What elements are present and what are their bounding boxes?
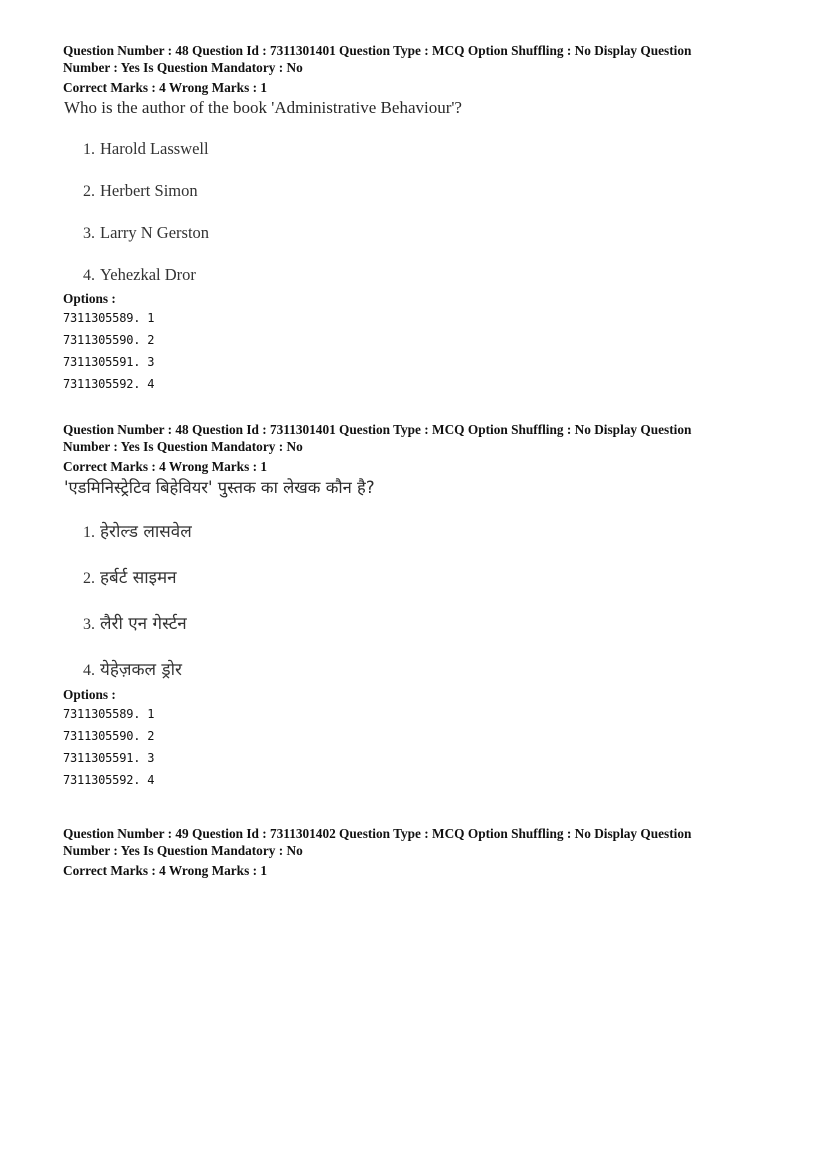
answer-option-4	[83, 244, 783, 286]
option-id-row: 7311305591. 3	[63, 355, 155, 369]
option-id-row: 7311305590. 2	[63, 729, 155, 743]
answer-label: Herbert Simon	[100, 181, 198, 200]
option-id-row: 7311305591. 3	[63, 751, 155, 765]
options-label: Options :	[63, 291, 116, 306]
question-meta	[63, 825, 783, 879]
answer-label: हेरोल्ड लासवेल	[100, 522, 192, 542]
marks-line: Correct Marks : 4 Wrong Marks : 1	[63, 80, 267, 95]
answer-label: येहेज़कल ड्रोर	[100, 660, 182, 680]
question-meta-line-1: Question Number : 48 Question Id : 7311301401 Question Type : MCQ Option Shuffling : No Display Question	[63, 43, 692, 58]
answer-option-3	[83, 202, 783, 244]
question-text: Who is the author of the book 'Administrative Behaviour'?	[64, 98, 462, 117]
question-meta-line-1: Question Number : 48 Question Id : 7311301401 Question Type : MCQ Option Shuffling : No Display Question	[63, 422, 692, 437]
answer-label: लैरी एन गेर्स्टन	[100, 614, 187, 634]
answer-option-3	[83, 590, 783, 636]
marks-line: Correct Marks : 4 Wrong Marks : 1	[63, 863, 267, 878]
question-block-hindi	[63, 421, 783, 791]
answer-number: 2.	[83, 183, 95, 200]
question-meta-line-2: Number : Yes Is Question Mandatory : No	[63, 60, 303, 75]
answer-list	[63, 119, 783, 286]
answer-label: Harold Lasswell	[100, 139, 209, 158]
answer-option-1	[83, 119, 783, 160]
option-id-row: 7311305590. 2	[63, 333, 155, 347]
question-meta-line-1: Question Number : 49 Question Id : 7311301402 Question Type : MCQ Option Shuffling : No Display Question	[63, 826, 692, 841]
option-id-row: 7311305589. 1	[63, 707, 155, 721]
option-id-list	[63, 307, 783, 395]
question-meta-line-2: Number : Yes Is Question Mandatory : No	[63, 439, 303, 454]
question-text: 'एडमिनिस्ट्रेटिव बिहेवियर' पुस्तक का लेखक कौन है?	[64, 478, 375, 497]
option-id-row: 7311305589. 1	[63, 311, 155, 325]
answer-list	[63, 500, 783, 682]
question-block-49	[63, 825, 783, 879]
option-id-list	[63, 703, 783, 791]
answer-label: Yehezkal Dror	[100, 265, 196, 284]
marks-line: Correct Marks : 4 Wrong Marks : 1	[63, 459, 267, 474]
answer-option-4	[83, 636, 783, 682]
answer-number: 1.	[83, 141, 95, 158]
answer-number: 3.	[83, 616, 95, 633]
answer-number: 3.	[83, 225, 95, 242]
question-meta	[63, 421, 783, 475]
answer-label: Larry N Gerston	[100, 223, 210, 242]
answer-option-1	[83, 500, 783, 544]
answer-number: 2.	[83, 570, 95, 587]
answer-number: 4.	[83, 267, 95, 284]
answer-label: हर्बर्ट साइमन	[100, 568, 177, 588]
option-id-row: 7311305592. 4	[63, 773, 155, 787]
question-block-english	[63, 42, 783, 395]
answer-number: 4.	[83, 662, 95, 679]
answer-number: 1.	[83, 524, 95, 541]
option-id-row: 7311305592. 4	[63, 377, 155, 391]
question-meta-line-2: Number : Yes Is Question Mandatory : No	[63, 843, 303, 858]
answer-option-2	[83, 544, 783, 590]
question-meta	[63, 42, 783, 96]
options-label: Options :	[63, 687, 116, 702]
answer-option-2	[83, 160, 783, 202]
